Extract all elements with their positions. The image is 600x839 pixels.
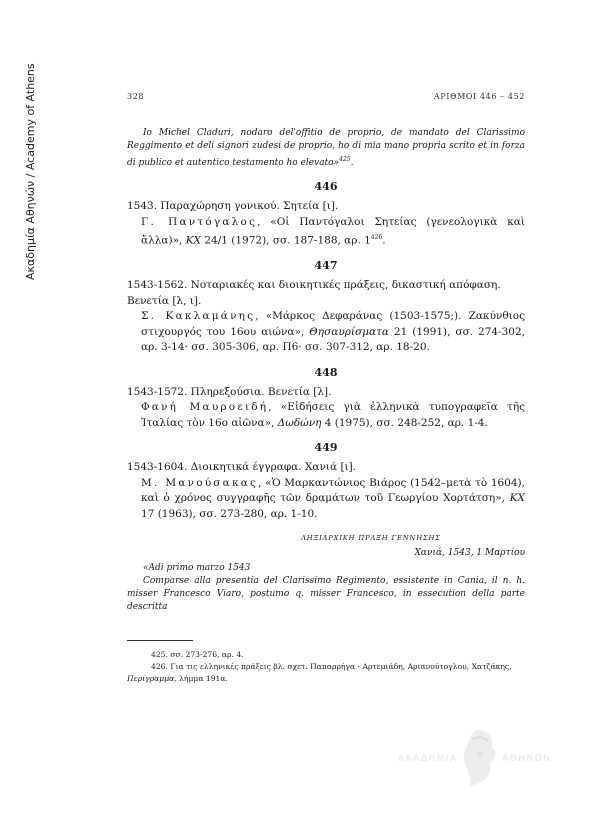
entry-number: 446: [314, 180, 338, 193]
entry-author: Γ. Παντόγαλος: [141, 215, 258, 228]
entry-446: [127, 180, 525, 249]
page-content: [127, 92, 525, 685]
entry-head: 1543-1572. Πληρεξούσια. Βενετία [λ].: [127, 385, 332, 398]
entry-journal: Δωδώνη: [277, 416, 322, 429]
entry-head: 1543-1562. Νοταριακές και διοικητικές πράξεις, δικαστική απόφαση. Βενετία [λ, ι].: [127, 279, 501, 307]
entry-journal: ΚΧ: [509, 492, 525, 504]
footnote-426: 426. Για τις ελληνικές πράξεις βλ. σχετ. Παπαρρήγα - Αρτεμιάδη, Αριανούτογλου, Χατζάκης, Περίγραμμα, λήμμα 191α.: [127, 662, 512, 683]
running-title: ΑΡΙΘΜΟΙ 446 – 452: [433, 92, 525, 101]
entry-number: 447: [314, 259, 338, 272]
entry-body: Σ. Κακλαμάνης, «Μάρκος Δεφαράνας (1503-1575;). Ζακύνθιος στιχουργός του 16ου αιώνα», Θησαυρίσματα 21 (1991), σσ. 274-302, αρ. 3-14· σσ. 305-306, αρ. Π6· σσ. 307-312, αρ. 18-20.: [141, 310, 526, 353]
document-quote: [127, 562, 525, 614]
entry-449: [127, 441, 525, 522]
athena-head-icon: [458, 726, 500, 790]
entry-author: Σ. Κακλαμάνης: [141, 310, 256, 322]
entry-journal: Θησαυρίσματα: [309, 325, 389, 338]
entry-head: 1543-1604. Διοικητικά έγγραφα. Χανιά [ι].: [127, 461, 357, 473]
entry-journal: ΚΧ: [185, 234, 202, 247]
entry-number: 449: [314, 441, 338, 454]
footnote-ref: 425: [339, 156, 351, 163]
quote-line: Comparse alla presentia del Clarissimo Regimento, essistente in Cania, il n. h. misser Francesco Viaro, postumo q. misser Francesco, in essecution della parte descritta: [127, 576, 525, 612]
watermark-word: ΑΘΗΝΩΝ: [502, 754, 552, 764]
place-date: Χανιά, 1543, 1 Μαρτίου: [414, 548, 525, 558]
page-number: 328: [127, 92, 145, 101]
entry-author: Μ. Μανούσακας: [141, 476, 259, 489]
entry-head: 1543. Παραχώρηση γονικού. Σητεία [ι].: [127, 200, 339, 212]
running-header: [127, 92, 525, 101]
entry-body: Μ. Μανούσακας, «Ὁ Μαρκαντώνιος Βιάρος (1542–μετὰ τὸ 1604), καὶ ὁ χρόνος συγγραφῆς τῶν δραμάτων τοῦ Γεωργίου Χορτάτση», ΚΧ 17 (1963), σσ. 273-280, αρ. 1-10.: [141, 476, 525, 520]
act-title: ΛΗΞΙΑΡΧΙΚΗ ΠΡΑΞΗ ΓΕΝΝΗΣΗΣ: [301, 534, 441, 542]
intro-paragraph: Io Michel Claduri, nodaro del'offitio de proprio, de mandato del Clarissimo Reggimento et deli signori zudesi de proprio, ho di mia mano propria scrito et in forza di publico et autentico testamento ho elevato»$^{425}$.: [127, 128, 525, 168]
footnote-ref: 426: [370, 234, 383, 241]
entry-author: Φανή Μαυροειδή: [141, 401, 269, 413]
footnote-425: 425. σσ. 273-276, αρ. 4.: [151, 650, 244, 659]
academy-watermark: [398, 726, 568, 796]
watermark-word: ΑΚΑΔΗΜΙΑ: [398, 754, 458, 764]
side-label: Ακαδημία Αθηνών / Academy of Athens: [24, 63, 37, 280]
footnote-divider: [127, 640, 193, 641]
entry-body: Γ. Παντόγαλος, «Οἱ Παντόγαλοι Σητείας (γενεολογικὰ καὶ ἄλλα)», ΚΧ 24/1 (1972), σσ. 187-188, αρ. $1^{426}$.: [141, 215, 525, 247]
entry-448: [127, 366, 525, 432]
entry-number: 448: [314, 365, 338, 379]
entry-447: [127, 259, 525, 356]
entry-body: Φανή Μαυροειδή, «Εἰδήσεις γιὰ ἑλληνικὰ τυπογραφεῖα τῆς Ἰταλίας τὸν 16ο αἰῶνα», Δωδώνη 4 (1975), σσ. 248-252, αρ. 1-4.: [141, 401, 525, 429]
quote-line: «Adi primo marzo 1543: [143, 563, 251, 573]
